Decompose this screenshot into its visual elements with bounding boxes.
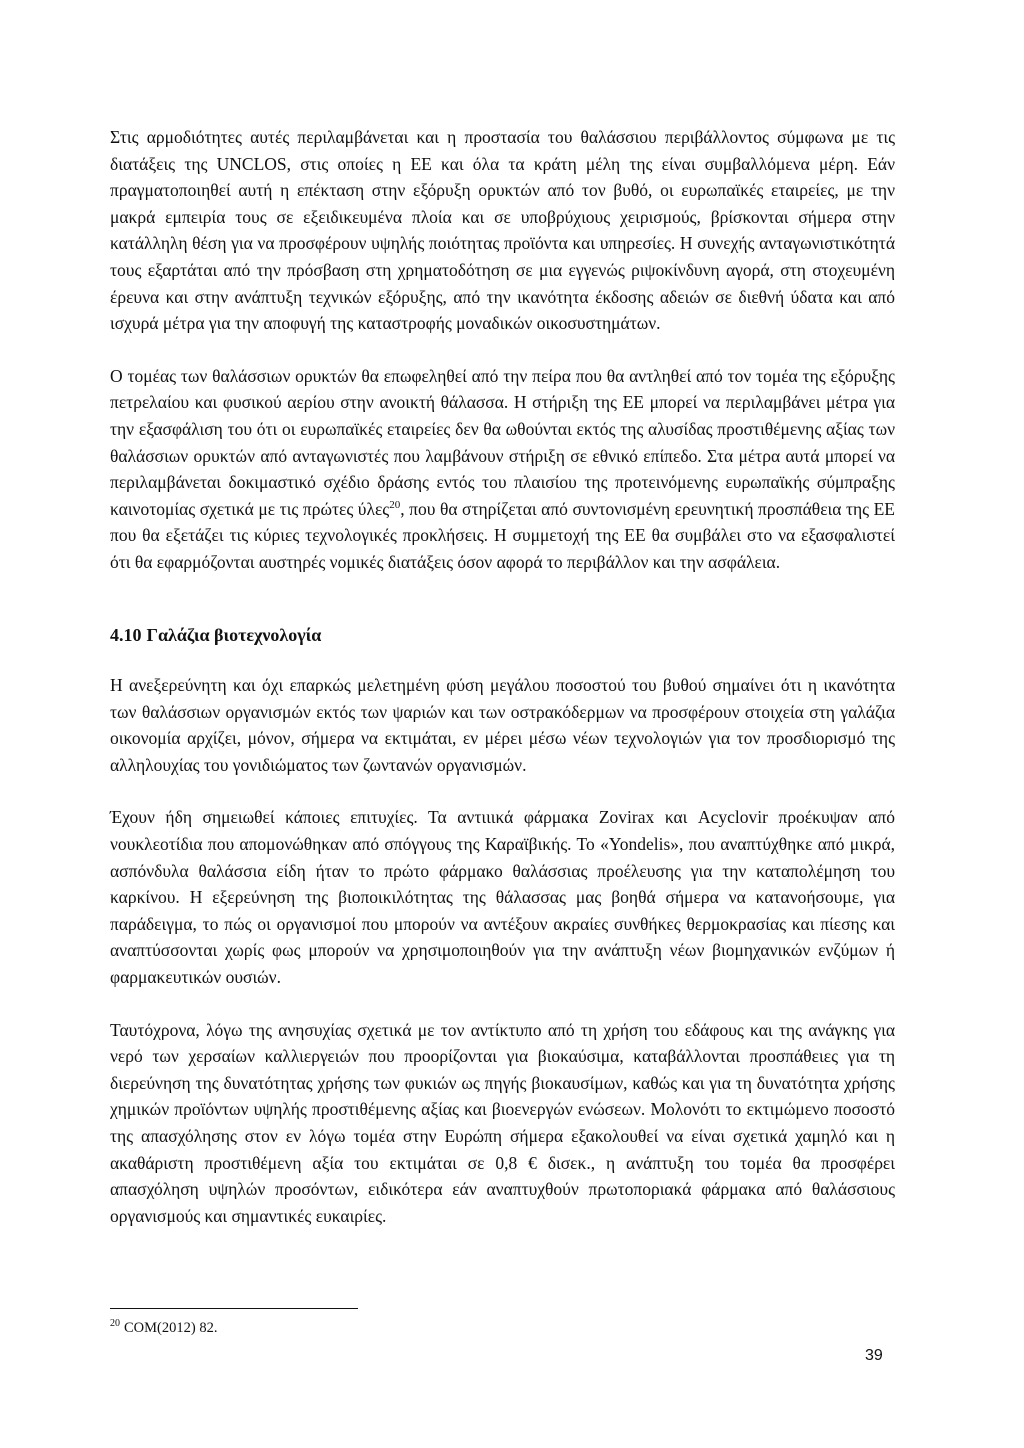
footnote bbox=[110, 1318, 217, 1337]
footnote-number: 20 bbox=[110, 1318, 120, 1329]
section-title: Γαλάζια βιοτεχνολογία bbox=[146, 624, 322, 645]
paragraph-text-part: , που θα στηρίζεται από συντονισμένη ερευνητική προσπάθεια της ΕΕ που θα εξετάζει τις κύριες τεχνολογικές προκλήσεις. Η συμμετοχή της ΕΕ θα συμβάλει στο να εξασφαλιστεί ότι θα εφαρμόζονται αυστηρές νομικές διατάξεις όσον αφορά το περιβάλλον και την ασφάλεια. bbox=[110, 498, 895, 572]
paragraph-blue-biotech-successes: Έχουν ήδη σημειωθεί κάποιες επιτυχίες. Τα αντιιικά φάρμακα Zovirax και Acyclovir προέκυψαν από νουκλεοτίδια που απομονώθηκαν από σπόγγους της Καραϊβικής. Το «Yondelis», που αναπτύχθηκε από μικρά, ασπόνδυλα θαλάσσια είδη ήταν το πρώτο φάρμακο θαλάσσιας προέλευσης για την καταπολέμηση του καρκίνου. Η εξερεύνηση της βιοποικιλότητας της θάλασσας μας βοηθά σήμερα να κατανοήσουμε, για παράδειγμα, το πώς οι οργανισμοί που μπορούν να αντέξουν ακραίες συνθήκες θερμοκρασίας και πίεσης και αναπτύσσονται χωρίς φως μπορούν να χρησιμοποιηθούν για την ανάπτυξη νέων βιομηχανικών ενζύμων ή φαρμακευτικών ουσιών. bbox=[110, 807, 895, 988]
paragraph-marine-minerals-competences: Στις αρμοδιότητες αυτές περιλαμβάνεται και η προστασία του θαλάσσιου περιβάλλοντος σύμφωνα με τις διατάξεις της UNCLOS, στις οποίες η ΕΕ και όλα τα κράτη μέλη της είναι συμβαλλόμενα μέρη. Εάν πραγματοποιηθεί αυτή η επέκταση στην εξόρυξη ορυκτών από τον βυθό, οι ευρωπαϊκές εταιρείες, με την μακρά εμπειρία τους σε εξειδικευμένα πλοία και σε υποβρύχιους χειρισμούς, βρίσκονται σήμερα στην κατάλληλη θέση για να προσφέρουν υψηλής ποιότητας προϊόντα και υπηρεσίες. Η συνεχής ανταγωνιστικότητά τους εξαρτάται από την πρόσβαση στη χρηματοδότηση σε μια εγγενώς ριψοκίνδυνη αγορά, στη στοχευμένη έρευνα και στην ανάπτυξη τεχνικών εξόρυξης, από την ικανότητα έκδοσης αδειών σε διεθνή ύδατα και από ισχυρά μέτρα για την αποφυγή της καταστροφής μοναδικών οικοσυστημάτων. bbox=[110, 127, 895, 334]
footnote-reference[interactable]: 20 bbox=[389, 498, 401, 511]
paragraph-text-part: Ο τομέας των θαλάσσιων ορυκτών θα επωφεληθεί από την πείρα που θα αντληθεί από τον τομέα της εξόρυξης πετρελαίου και φυσικού αερίου στην ανοικτή θάλασσα. Η στήριξη της ΕΕ μπορεί να περιλαμβάνει μέτρα για την εξασφάλιση του ότι οι ευρωπαϊκές εταιρείες δεν θα ωθούνται εκτός της αλυσίδας προστιθέμενης αξίας των θαλάσσιων ορυκτών από ανταγωνιστές που λαμβάνουν στήριξη σε εθνικό επίπεδο. Στα μέτρα αυτά μπορεί να περιλαμβάνεται δοκιμαστικό σχέδιο δράσης εντός του πλαισίου της προτεινόμενης ευρωπαϊκής σύμπραξης καινοτομίας σχετικά με τις πρώτες ύλες bbox=[110, 365, 895, 519]
footnote-text: COM(2012) 82. bbox=[124, 1319, 218, 1336]
footnote-separator bbox=[110, 1308, 358, 1309]
section-number: 4.10 bbox=[110, 624, 142, 645]
document-body bbox=[110, 124, 895, 1229]
paragraph-blue-biotech-intro: Η ανεξερεύνητη και όχι επαρκώς μελετημένη φύση μεγάλου ποσοστού του βυθού σημαίνει ότι η ικανότητα των θαλάσσιων οργανισμών εκτός των ψαριών και των οστρακόδερμων να προσφέρουν στοιχεία στη γαλάζια οικονομία αρχίζει, μόνον, σήμερα να εκτιμάται, εν μέρει μέσω νέων τεχνολογιών για τον προσδιορισμό της αλληλουχίας του γονιδιώματος των ζωντανών οργανισμών. bbox=[110, 675, 895, 775]
paragraph-algae-biofuels: Ταυτόχρονα, λόγω της ανησυχίας σχετικά με τον αντίκτυπο από τη χρήση του εδάφους και της ανάγκης για νερό των χερσαίων καλλιεργειών που προορίζονται για βιοκαύσιμα, καταβάλλονται προσπάθειες για τη διερεύνηση της δυνατότητας χρήσης των φυκιών ως πηγής βιοκαυσίμων, καθώς και για τη δυνατότητα χρήσης χημικών προϊόντων υψηλής προστιθέμενης αξίας και βιοενεργών ενώσεων. Μολονότι το εκτιμώμενο ποσοστό της απασχόλησης στον εν λόγω τομέα στην Ευρώπη σήμερα εξακολουθεί να είναι σχετικά χαμηλό και η ακαθάριστη προστιθέμενη αξία του εκτιμάται σε 0,8 € δισεκ., η ανάπτυξη του τομέα θα προσφέρει απασχόληση υψηλών προσόντων, ειδικότερα εάν αναπτυχθούν πρωτοποριακά φάρμακα από θαλάσσιους οργανισμούς και σημαντικές ευκαιρίες. bbox=[110, 1019, 895, 1226]
paragraph-marine-minerals-eu-support bbox=[110, 363, 895, 576]
page-number: 39 bbox=[865, 1347, 883, 1364]
section-heading bbox=[110, 622, 895, 649]
